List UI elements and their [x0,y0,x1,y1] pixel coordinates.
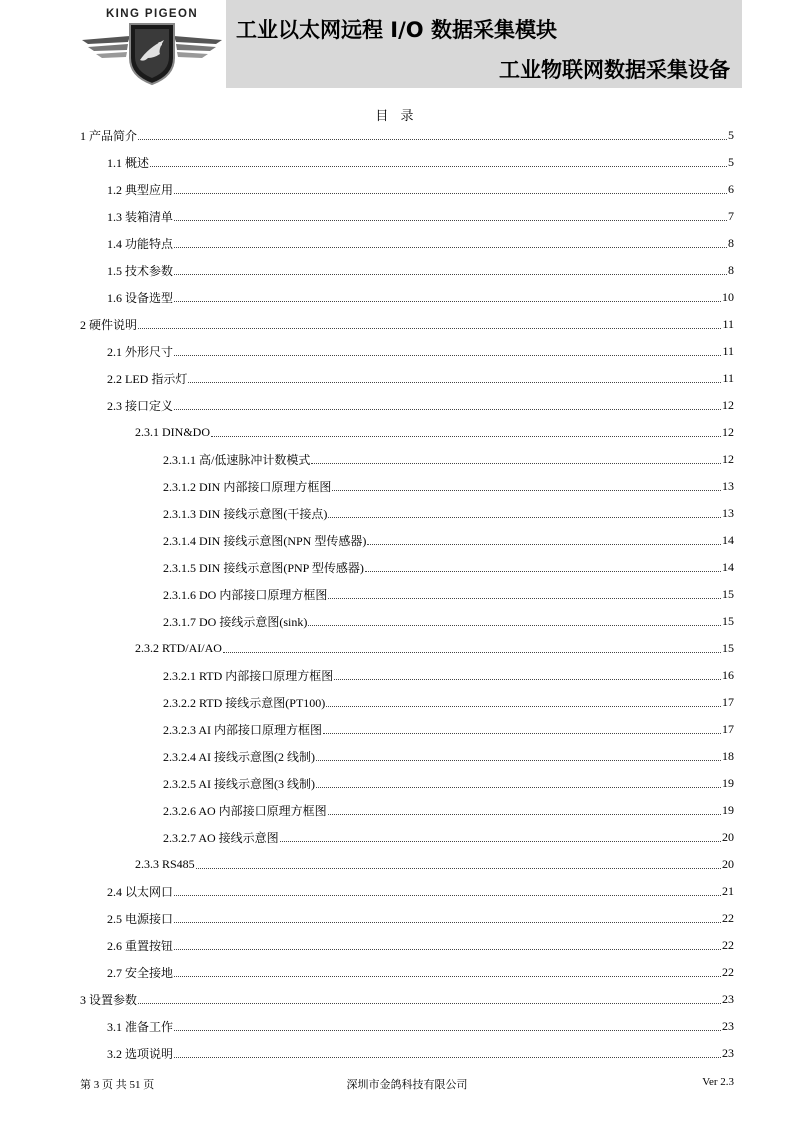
toc-entry[interactable] [80,419,734,446]
toc-entry-label: 2.3.1.5 DIN 接线示意图(PNP 型传感器) [163,561,364,575]
toc-leader-dots [138,1003,721,1004]
toc-entry[interactable] [80,878,734,905]
toc-leader-dots [138,139,727,140]
toc-entry-page: 11 [722,317,734,331]
toc-entry-page: 16 [722,668,734,682]
toc-leader-dots [174,949,721,950]
toc-entry-page: 6 [728,182,734,196]
toc-leader-dots [332,490,721,491]
toc-entry[interactable] [80,608,734,635]
toc-entry-label: 3 设置参数 [80,993,138,1007]
toc-entry[interactable] [80,959,734,986]
toc-entry-label: 2.3.1.2 DIN 内部接口原理方框图 [163,480,332,494]
toc-entry-page: 8 [728,236,734,250]
toc-entry-page: 12 [722,452,734,466]
toc-entry[interactable] [80,527,734,554]
toc-leader-dots [280,841,721,842]
footer-company: 深圳市金鸽科技有限公司 [346,1079,468,1091]
table-of-contents [80,122,734,1067]
toc-leader-dots [150,166,727,167]
toc-entry[interactable] [80,635,734,662]
toc-entry-page: 14 [722,533,734,547]
toc-entry-label: 2.3.1 DIN&DO [135,425,210,439]
king-pigeon-logo [78,6,226,86]
toc-entry-label: 2.3.1.1 高/低速脉冲计数模式 [163,453,311,467]
toc-entry-page: 15 [722,641,734,655]
toc-entry[interactable] [80,1040,734,1067]
toc-entry[interactable] [80,122,734,149]
toc-entry[interactable] [80,230,734,257]
toc-entry-page: 20 [722,830,734,844]
toc-entry[interactable] [80,662,734,689]
toc-entry[interactable] [80,338,734,365]
toc-entry-page: 11 [722,371,734,385]
toc-entry-page: 12 [722,425,734,439]
toc-entry-label: 2.3.1.6 DO 内部接口原理方框图 [163,588,328,602]
toc-entry[interactable] [80,311,734,338]
toc-entry-page: 23 [722,1019,734,1033]
toc-entry-label: 2 硬件说明 [80,318,138,332]
header-title-line2: 工业物联网数据采集设备 [499,58,730,82]
toc-entry-label: 2.6 重置按钮 [107,939,174,953]
toc-leader-dots [328,517,721,518]
toc-entry-label: 1.5 技术参数 [107,264,174,278]
toc-entry-label: 1.2 典型应用 [107,183,174,197]
toc-entry-label: 2.5 电源接口 [107,912,174,926]
toc-entry-label: 2.3.1.3 DIN 接线示意图(干接点) [163,507,328,521]
toc-entry[interactable] [80,500,734,527]
toc-leader-dots [365,571,721,572]
toc-leader-dots [316,787,721,788]
toc-entry-label: 2.3.2.4 AI 接线示意图(2 线制) [163,750,315,764]
toc-entry[interactable] [80,257,734,284]
toc-entry[interactable] [80,770,734,797]
toc-entry-label: 1.3 装箱清单 [107,210,174,224]
toc-entry-page: 12 [722,398,734,412]
toc-entry-label: 2.3 接口定义 [107,399,174,413]
toc-entry[interactable] [80,851,734,878]
toc-entry-label: 2.3.2 RTD/AI/AO [135,641,222,655]
toc-entry[interactable] [80,392,734,419]
toc-entry[interactable] [80,554,734,581]
toc-entry-page: 19 [722,803,734,817]
toc-leader-dots [328,598,721,599]
toc-leader-dots [223,652,721,653]
toc-entry-page: 8 [728,263,734,277]
page-header [0,0,793,92]
toc-entry[interactable] [80,176,734,203]
toc-leader-dots [196,868,721,869]
toc-entry-label: 1.1 概述 [107,156,150,170]
toc-entry-label: 1 产品简介 [80,129,138,143]
toc-leader-dots [174,1030,721,1031]
toc-entry[interactable] [80,743,734,770]
toc-leader-dots [316,760,721,761]
toc-entry[interactable] [80,824,734,851]
toc-leader-dots [367,544,721,545]
toc-entry[interactable] [80,1013,734,1040]
toc-leader-dots [174,247,727,248]
toc-entry[interactable] [80,203,734,230]
pigeon-shield-icon [78,20,226,86]
toc-entry-page: 21 [722,884,734,898]
toc-leader-dots [326,706,721,707]
toc-leader-dots [174,301,721,302]
toc-entry[interactable] [80,473,734,500]
toc-entry[interactable] [80,284,734,311]
toc-entry-page: 19 [722,776,734,790]
toc-entry[interactable] [80,905,734,932]
toc-heading: 目 录 [375,109,418,124]
toc-entry[interactable] [80,446,734,473]
toc-entry[interactable] [80,986,734,1013]
footer-version: Ver 2.3 [702,1076,734,1088]
toc-entry-label: 2.3.2.6 AO 内部接口原理方框图 [163,804,327,818]
toc-entry-page: 15 [722,587,734,601]
toc-leader-dots [211,436,721,437]
toc-entry[interactable] [80,797,734,824]
toc-entry-label: 2.1 外形尺寸 [107,345,174,359]
toc-entry-page: 10 [722,290,734,304]
toc-entry-page: 13 [722,479,734,493]
header-title-box [226,0,742,88]
toc-entry-label: 2.3.1.4 DIN 接线示意图(NPN 型传感器) [163,534,367,548]
toc-leader-dots [311,463,721,464]
toc-entry-page: 5 [728,128,734,142]
toc-entry-page: 18 [722,749,734,763]
toc-entry-label: 2.2 LED 指示灯 [107,372,188,386]
toc-leader-dots [323,733,721,734]
toc-entry-label: 3.1 准备工作 [107,1020,174,1034]
page-footer [80,1076,734,1092]
toc-entry-label: 2.3.2.5 AI 接线示意图(3 线制) [163,777,315,791]
toc-entry[interactable] [80,581,734,608]
toc-leader-dots [174,355,721,356]
footer-page-info: 第 3 页 共 51 页 [80,1079,155,1091]
toc-entry-label: 2.3.1.7 DO 接线示意图(sink) [163,615,308,629]
toc-entry-label: 1.4 功能特点 [107,237,174,251]
toc-entry-page: 14 [722,560,734,574]
toc-entry-page: 15 [722,614,734,628]
toc-entry-page: 23 [722,992,734,1006]
toc-entry-page: 20 [722,857,734,871]
toc-leader-dots [334,679,721,680]
toc-entry-label: 2.3.3 RS485 [135,857,195,871]
toc-entry-label: 2.3.2.2 RTD 接线示意图(PT100) [163,696,326,710]
toc-leader-dots [174,976,721,977]
toc-entry-label: 1.6 设备选型 [107,291,174,305]
toc-entry[interactable] [80,932,734,959]
toc-entry-page: 17 [722,695,734,709]
logo-text: KING PIGEON [105,8,199,20]
toc-leader-dots [174,274,727,275]
toc-leader-dots [174,895,721,896]
toc-leader-dots [328,814,721,815]
toc-leader-dots [174,193,727,194]
toc-entry-label: 2.3.2.3 AI 内部接口原理方框图 [163,723,323,737]
toc-entry-label: 2.3.2.1 RTD 内部接口原理方框图 [163,669,334,683]
toc-leader-dots [174,922,721,923]
toc-entry[interactable] [80,365,734,392]
toc-entry-page: 17 [722,722,734,736]
toc-entry-page: 23 [722,1046,734,1060]
toc-entry-page: 7 [728,209,734,223]
toc-entry-page: 22 [722,938,734,952]
toc-entry-page: 11 [722,344,734,358]
toc-entry-page: 22 [722,911,734,925]
toc-entry-page: 5 [728,155,734,169]
toc-leader-dots [188,382,721,383]
toc-entry-label: 3.2 选项说明 [107,1047,174,1061]
toc-entry[interactable] [80,149,734,176]
toc-leader-dots [174,409,721,410]
toc-leader-dots [174,1057,721,1058]
toc-leader-dots [174,220,727,221]
toc-leader-dots [308,625,721,626]
toc-leader-dots [138,328,721,329]
toc-entry[interactable] [80,689,734,716]
toc-entry-label: 2.4 以太网口 [107,885,174,899]
toc-entry-page: 22 [722,965,734,979]
toc-entry[interactable] [80,716,734,743]
toc-entry-page: 13 [722,506,734,520]
toc-entry-label: 2.7 安全接地 [107,966,174,980]
header-title-line1: 工业以太网远程 I/O 数据采集模块 [236,18,557,42]
toc-entry-label: 2.3.2.7 AO 接线示意图 [163,831,279,845]
